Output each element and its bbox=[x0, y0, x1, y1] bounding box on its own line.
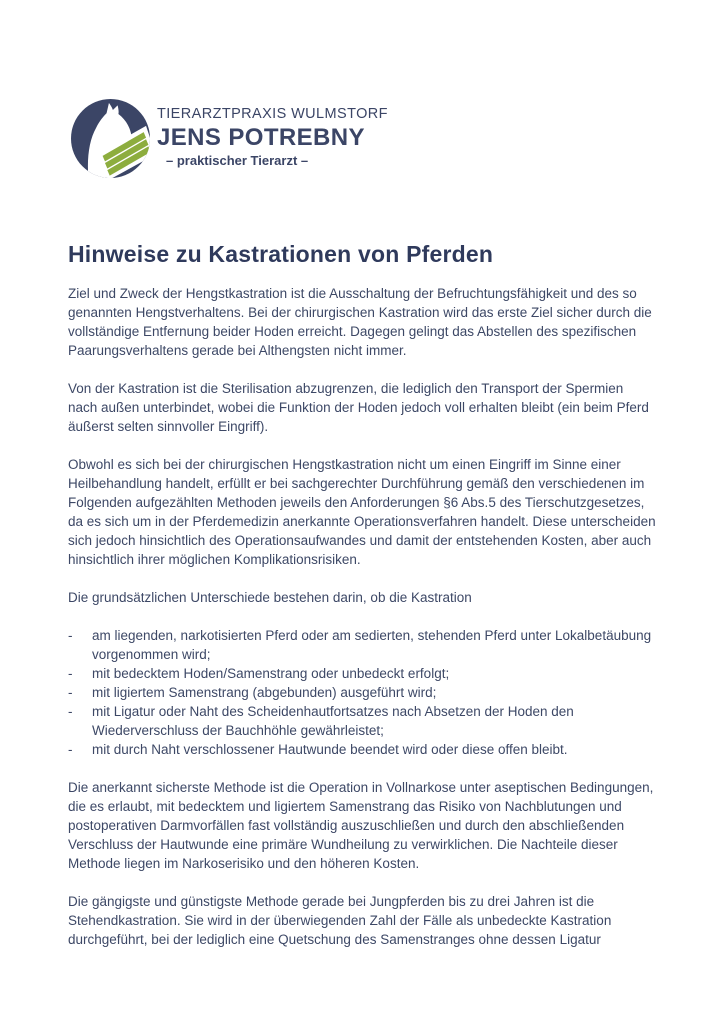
list-item-text: am liegenden, narkotisierten Pferd oder am sedierten, stehenden Pferd unter Lokalbetäubung vorgenommen wird; bbox=[92, 628, 652, 663]
list-item-text: mit ligiertem Samenstrang (abgebunden) ausgeführt wird; bbox=[92, 685, 437, 701]
bullet-dash: - bbox=[68, 628, 73, 644]
practice-subtitle: – praktischer Tierarzt – bbox=[166, 153, 309, 169]
bullet-list bbox=[68, 626, 656, 759]
practice-name: TIERARZTPRAXIS WULMSTORF bbox=[157, 106, 388, 122]
list-item bbox=[68, 702, 656, 740]
letterhead-text bbox=[157, 99, 388, 168]
bullet-dash: - bbox=[68, 685, 73, 701]
horse-head-logo-icon bbox=[71, 99, 150, 178]
list-item bbox=[68, 740, 656, 759]
owner-name: JENS POTREBNY bbox=[157, 124, 365, 151]
page-title: Hinweise zu Kastrationen von Pferden bbox=[68, 241, 494, 267]
paragraph-2: Von der Kastration ist die Sterilisation abzugrenzen, die lediglich den Transport der Spermien nach außen unterbindet, wobei die Funktion der Hoden jedoch voll erhalten bleibt (ein beim Pferd äußerst selten sinnvoller Eingriff). bbox=[68, 381, 649, 435]
bullet-dash: - bbox=[68, 704, 73, 720]
list-item bbox=[68, 626, 656, 664]
paragraph-4: Die anerkannt sicherste Methode ist die Operation in Vollnarkose unter aseptischen Bedingungen, die es erlaubt, mit bedecktem und ligiertem Samenstrang das Risiko von Nachblutungen und postoperativen Darmvorfällen fast vollständig auszuschließen und durch den abschließenden Verschluss der Hautwunde eine primäre Wundheilung zu verwirklichen. Die Nachteile dieser Methode liegen im Narkoserisiko und den höheren Kosten. bbox=[68, 780, 654, 872]
list-item bbox=[68, 664, 656, 683]
list-item-text: mit bedecktem Hoden/Samenstrang oder unbedeckt erfolgt; bbox=[92, 666, 450, 682]
letterhead bbox=[71, 99, 388, 178]
document-body bbox=[68, 241, 656, 949]
paragraph-1: Ziel und Zweck der Hengstkastration ist die Ausschaltung der Befruchtungsfähigkeit und des so genannten Hengstverhaltens. Bei der chirurgischen Kastration wird das erste Ziel sicher durch die vollständige Entfernung beider Hoden erreicht. Dagegen gelingt das Abstellen des spezifischen Paarungsverhaltens gerade bei Althengsten nicht immer. bbox=[68, 286, 652, 359]
list-item-text: mit durch Naht verschlossener Hautwunde beendet wird oder diese offen bleibt. bbox=[92, 742, 568, 758]
bullet-dash: - bbox=[68, 742, 73, 758]
bullet-dash: - bbox=[68, 666, 73, 682]
list-item bbox=[68, 683, 656, 702]
list-item-text: mit Ligatur oder Naht des Scheidenhautfortsatzes nach Absetzen der Hoden den Wiederverschluss der Bauchhöhle gewährleistet; bbox=[92, 704, 574, 739]
paragraph-5: Die gängigste und günstigste Methode gerade bei Jungpferden bis zu drei Jahren ist die Stehendkastration. Sie wird in der überwiegenden Zahl der Fälle als unbedeckte Kastration durchgeführt, bei der lediglich eine Quetschung des Samenstranges ohne dessen Ligatur bbox=[68, 894, 612, 948]
paragraph-3: Obwohl es sich bei der chirurgischen Hengstkastration nicht um einen Eingriff im Sinne einer Heilbehandlung handelt, erfüllt er bei sachgerechter Durchführung gemäß den verschiedenen im Folgenden aufgezählten Methoden jeweils den Anforderungen §6 Abs.5 des Tierschutzgesetzes, da es sich um in der Pferdemedizin anerkannte Operationsverfahren handelt. Diese unterscheiden sich jedoch hinsichtlich des Operationsaufwandes und damit der entstehenden Kosten, aber auch hinsichtlich ihrer möglichen Komplikationsrisiken. bbox=[68, 457, 656, 568]
list-intro: Die grundsätzlichen Unterschiede bestehen darin, ob die Kastration bbox=[68, 590, 472, 606]
